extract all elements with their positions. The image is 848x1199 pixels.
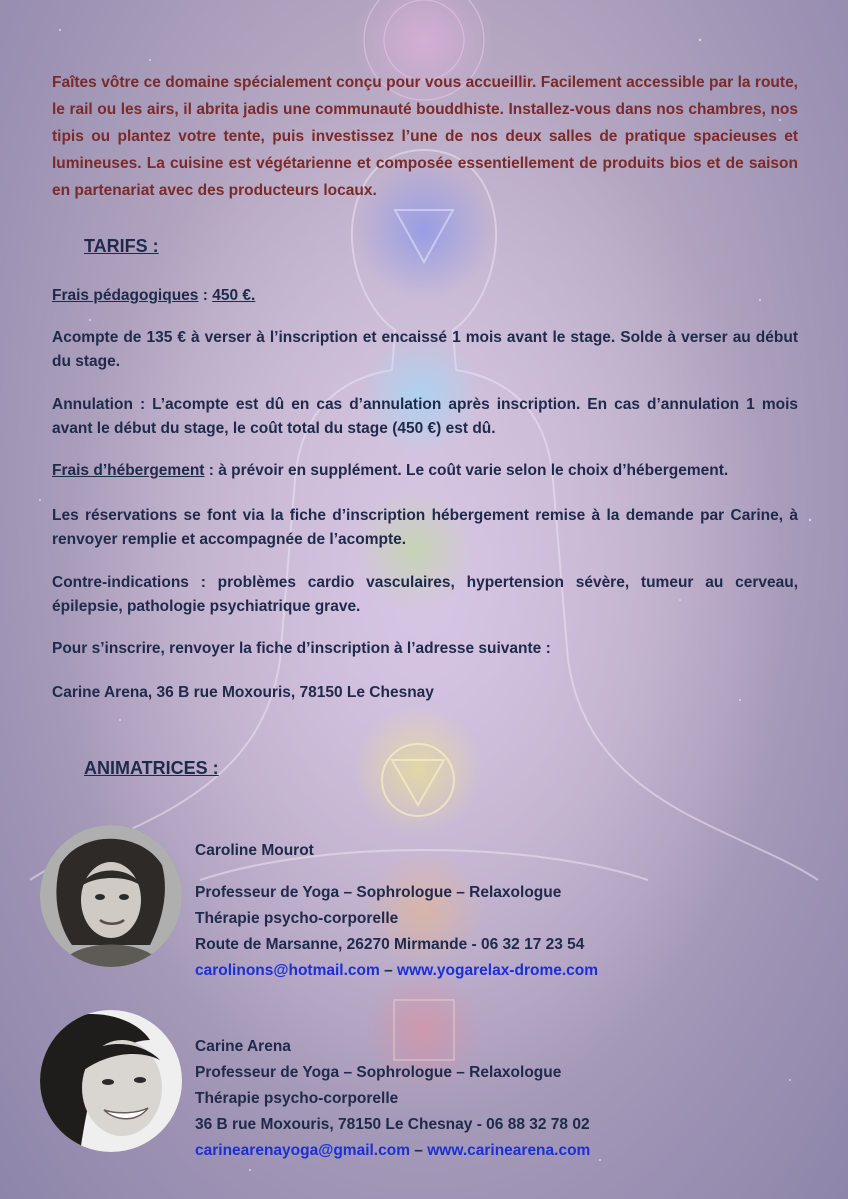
- carine-contact: [195, 1138, 590, 1164]
- frais-hebergement-text: : à prévoir en supplément. Le coût varie selon le choix d’hébergement.: [204, 462, 729, 479]
- frais-pedagogiques: [52, 284, 798, 308]
- carine-name: Carine Arena: [195, 1038, 291, 1055]
- reservations-text: Les réservations se font via la fiche d’inscription hébergement remise à la demande par Carine, à renvoyer remplie et accompagnée de l’acompte.: [52, 507, 798, 548]
- animatrices-heading: ANIMATRICES :: [84, 758, 219, 778]
- caroline-address: Route de Marsanne, 26270 Mirmande - 06 32 17 23 54: [195, 936, 585, 953]
- carine-therapy: Thérapie psycho-corporelle: [195, 1090, 399, 1107]
- frais-pedagogiques-value: 450 €.: [212, 287, 256, 304]
- carine-contact-separator: –: [409, 1142, 428, 1159]
- annulation-text: Annulation : L’acompte est dû en cas d’annulation après inscription. En cas d’annulation 1 mois avant le début du stage, le coût total du stage (450 €) est dû.: [52, 396, 798, 437]
- caroline-role: Professeur de Yoga – Sophrologue – Relaxologue: [195, 884, 562, 901]
- caroline-photo: [40, 825, 182, 967]
- carine-photo: [40, 1010, 182, 1152]
- caroline-name: Caroline Mourot: [195, 842, 314, 859]
- intro-paragraph: Faîtes vôtre ce domaine spécialement conçu pour vous accueillir. Facilement accessible par la route, le rail ou les airs, il abrita jadis une communauté bouddhiste. Installez-vous dans nos chambres, nos tipis ou plantez votre tente, puis investissez l’une de nos deux salles de pratique spacieuses et lumineuses. La cuisine est végétarienne et composée essentiellement de produits bios et de saison en partenariat avec des producteurs locaux.: [52, 74, 798, 199]
- frais-pedagogiques-label: Frais pédagogiques: [52, 287, 199, 304]
- acompte-text: Acompte de 135 € à verser à l’inscription et encaissé 1 mois avant le stage. Solde à verser au début du stage.: [52, 329, 798, 370]
- inscription-text: Pour s’inscrire, renvoyer la fiche d’inscription à l’adresse suivante :: [52, 640, 551, 657]
- caroline-contact-separator: –: [379, 962, 398, 979]
- carine-address: 36 B rue Moxouris, 78150 Le Chesnay - 06 88 32 78 02: [195, 1116, 590, 1133]
- frais-hebergement-label: Frais d’hébergement: [52, 462, 205, 479]
- caroline-email-link[interactable]: carolinons@hotmail.com: [195, 962, 380, 979]
- contre-indications-text: Contre-indications : problèmes cardio vasculaires, hypertension sévère, tumeur au cerveau, épilepsie, pathologie psychiatrique grave.: [52, 574, 798, 615]
- inscription-address: Carine Arena, 36 B rue Moxouris, 78150 Le Chesnay: [52, 684, 434, 701]
- tarifs-heading: TARIFS :: [84, 236, 159, 256]
- carine-role: Professeur de Yoga – Sophrologue – Relaxologue: [195, 1064, 562, 1081]
- frais-hebergement: [52, 459, 798, 483]
- carine-website-link[interactable]: www.carinearena.com: [427, 1142, 591, 1159]
- caroline-website-link[interactable]: www.yogarelax-drome.com: [397, 962, 599, 979]
- caroline-therapy: Thérapie psycho-corporelle: [195, 910, 399, 927]
- frais-separator: :: [198, 287, 213, 304]
- carine-email-link[interactable]: carinearenayoga@gmail.com: [195, 1142, 410, 1159]
- caroline-contact: [195, 958, 598, 984]
